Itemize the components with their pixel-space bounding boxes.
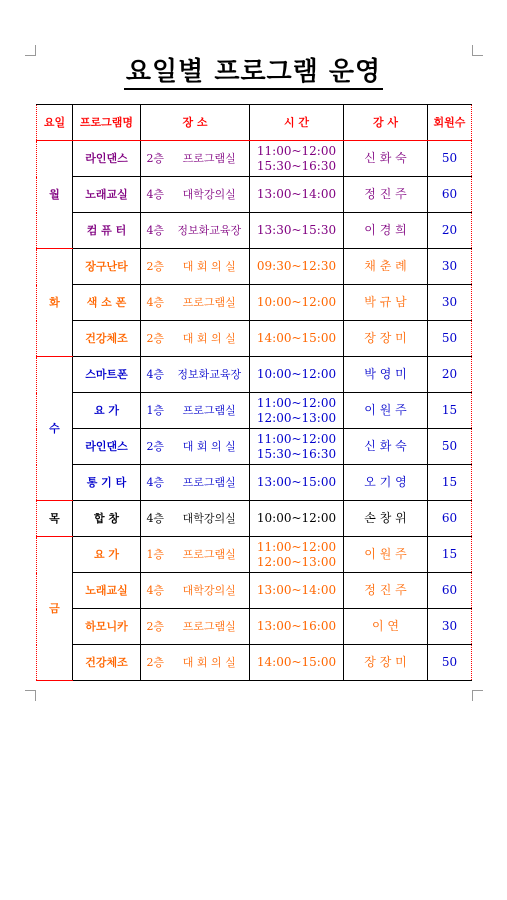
program-name: 요 가 — [73, 393, 141, 429]
time-slot: 13:00~15:00 — [256, 475, 337, 489]
floor: 4층 — [141, 357, 170, 393]
time-slot: 13:30~15:30 — [256, 223, 337, 237]
instructor: 신 화 숙 — [344, 141, 428, 177]
instructor: 이 경 희 — [344, 213, 428, 249]
floor: 1층 — [141, 393, 170, 429]
member-count: 15 — [428, 465, 472, 501]
table-row — [37, 537, 472, 573]
member-count: 30 — [428, 285, 472, 321]
program-name: 장구난타 — [73, 249, 141, 285]
time-slot: 13:00~14:00 — [256, 583, 337, 597]
schedule-table — [36, 104, 472, 681]
room: 프로그램실 — [170, 465, 250, 501]
instructor: 이 원 주 — [344, 537, 428, 573]
program-name: 통 기 타 — [73, 465, 141, 501]
day-cell: 수 — [37, 357, 73, 501]
instructor: 이 연 — [344, 609, 428, 645]
floor: 4층 — [141, 285, 170, 321]
time-slot: 10:00~12:00 — [256, 295, 337, 309]
page-corner-mark — [472, 690, 483, 701]
header-day: 요일 — [37, 105, 73, 141]
instructor: 이 원 주 — [344, 393, 428, 429]
room: 프로그램실 — [170, 141, 250, 177]
time-cell — [250, 213, 344, 249]
time-slot: 11:00~12:00 — [256, 143, 337, 158]
member-count: 20 — [428, 213, 472, 249]
program-name: 요 가 — [73, 537, 141, 573]
table-row — [37, 393, 472, 429]
room: 프로그램실 — [170, 537, 250, 573]
time-slot: 10:00~12:00 — [256, 511, 337, 525]
time-cell — [250, 177, 344, 213]
time-slot: 12:00~13:00 — [256, 410, 337, 425]
time-cell — [250, 429, 344, 465]
instructor: 오 기 영 — [344, 465, 428, 501]
time-cell — [250, 465, 344, 501]
program-name: 스마트폰 — [73, 357, 141, 393]
member-count: 50 — [428, 645, 472, 681]
page-corner-mark — [25, 690, 36, 701]
instructor: 채 춘 례 — [344, 249, 428, 285]
time-cell — [250, 501, 344, 537]
room: 대 회 의 실 — [170, 645, 250, 681]
room: 대학강의실 — [170, 501, 250, 537]
program-name: 하모니카 — [73, 609, 141, 645]
program-name: 컴 퓨 터 — [73, 213, 141, 249]
program-name: 라인댄스 — [73, 429, 141, 465]
floor: 1층 — [141, 537, 170, 573]
member-count: 50 — [428, 321, 472, 357]
program-name: 건강체조 — [73, 645, 141, 681]
floor: 4층 — [141, 465, 170, 501]
room: 정보화교육장 — [170, 357, 250, 393]
floor: 2층 — [141, 645, 170, 681]
table-row — [37, 177, 472, 213]
room: 대 회 의 실 — [170, 249, 250, 285]
room: 프로그램실 — [170, 609, 250, 645]
instructor: 장 장 미 — [344, 321, 428, 357]
table-row — [37, 285, 472, 321]
time-slot: 13:00~16:00 — [256, 619, 337, 633]
time-cell — [250, 249, 344, 285]
floor: 2층 — [141, 609, 170, 645]
instructor: 장 장 미 — [344, 645, 428, 681]
floor: 2층 — [141, 321, 170, 357]
room: 프로그램실 — [170, 285, 250, 321]
table-row — [37, 465, 472, 501]
room: 대 회 의 실 — [170, 321, 250, 357]
time-slot: 12:00~13:00 — [256, 554, 337, 569]
table-row — [37, 573, 472, 609]
page-title — [0, 51, 507, 88]
instructor: 손 창 위 — [344, 501, 428, 537]
table-row — [37, 357, 472, 393]
day-cell: 금 — [37, 537, 73, 681]
table-row — [37, 645, 472, 681]
day-cell: 목 — [37, 501, 73, 537]
member-count: 50 — [428, 141, 472, 177]
time-cell — [250, 141, 344, 177]
floor: 2층 — [141, 249, 170, 285]
time-slot: 14:00~15:00 — [256, 331, 337, 345]
day-cell: 월 — [37, 141, 73, 249]
table-row — [37, 429, 472, 465]
instructor: 박 영 미 — [344, 357, 428, 393]
program-name: 합 창 — [73, 501, 141, 537]
member-count: 50 — [428, 429, 472, 465]
floor: 2층 — [141, 429, 170, 465]
instructor: 정 진 주 — [344, 177, 428, 213]
member-count: 60 — [428, 501, 472, 537]
time-cell — [250, 357, 344, 393]
time-slot: 13:00~14:00 — [256, 187, 337, 201]
header-place: 장 소 — [141, 105, 250, 141]
floor: 4층 — [141, 573, 170, 609]
instructor: 신 화 숙 — [344, 429, 428, 465]
time-cell — [250, 393, 344, 429]
member-count: 20 — [428, 357, 472, 393]
time-cell — [250, 573, 344, 609]
member-count: 30 — [428, 609, 472, 645]
time-slot: 11:00~12:00 — [256, 431, 337, 446]
program-name: 노래교실 — [73, 573, 141, 609]
program-name: 건강체조 — [73, 321, 141, 357]
table-row — [37, 249, 472, 285]
instructor: 박 규 남 — [344, 285, 428, 321]
header-time: 시 간 — [250, 105, 344, 141]
page-title-text: 요일별 프로그램 운영 — [124, 57, 383, 90]
room: 정보화교육장 — [170, 213, 250, 249]
instructor: 정 진 주 — [344, 573, 428, 609]
table-row — [37, 213, 472, 249]
time-slot: 10:00~12:00 — [256, 367, 337, 381]
member-count: 60 — [428, 177, 472, 213]
member-count: 15 — [428, 537, 472, 573]
schedule-body — [37, 141, 472, 681]
floor: 4층 — [141, 213, 170, 249]
table-row — [37, 501, 472, 537]
header-program: 프로그램명 — [73, 105, 141, 141]
table-header-row — [37, 105, 472, 141]
room: 대 회 의 실 — [170, 429, 250, 465]
header-instructor: 강 사 — [344, 105, 428, 141]
program-name: 라인댄스 — [73, 141, 141, 177]
floor: 4층 — [141, 177, 170, 213]
member-count: 15 — [428, 393, 472, 429]
room: 대학강의실 — [170, 177, 250, 213]
time-slot: 14:00~15:00 — [256, 655, 337, 669]
header-members: 회원수 — [428, 105, 472, 141]
program-name: 색 소 폰 — [73, 285, 141, 321]
time-cell — [250, 609, 344, 645]
table-row — [37, 141, 472, 177]
room: 프로그램실 — [170, 393, 250, 429]
member-count: 60 — [428, 573, 472, 609]
floor: 2층 — [141, 141, 170, 177]
time-slot: 15:30~16:30 — [256, 158, 337, 173]
time-slot: 15:30~16:30 — [256, 446, 337, 461]
table-row — [37, 321, 472, 357]
time-cell — [250, 321, 344, 357]
table-row — [37, 609, 472, 645]
room: 대학강의실 — [170, 573, 250, 609]
floor: 4층 — [141, 501, 170, 537]
member-count: 30 — [428, 249, 472, 285]
day-cell: 화 — [37, 249, 73, 357]
time-slot: 11:00~12:00 — [256, 395, 337, 410]
time-slot: 11:00~12:00 — [256, 539, 337, 554]
program-name: 노래교실 — [73, 177, 141, 213]
time-cell — [250, 285, 344, 321]
time-cell — [250, 537, 344, 573]
time-cell — [250, 645, 344, 681]
time-slot: 09:30~12:30 — [256, 259, 337, 273]
